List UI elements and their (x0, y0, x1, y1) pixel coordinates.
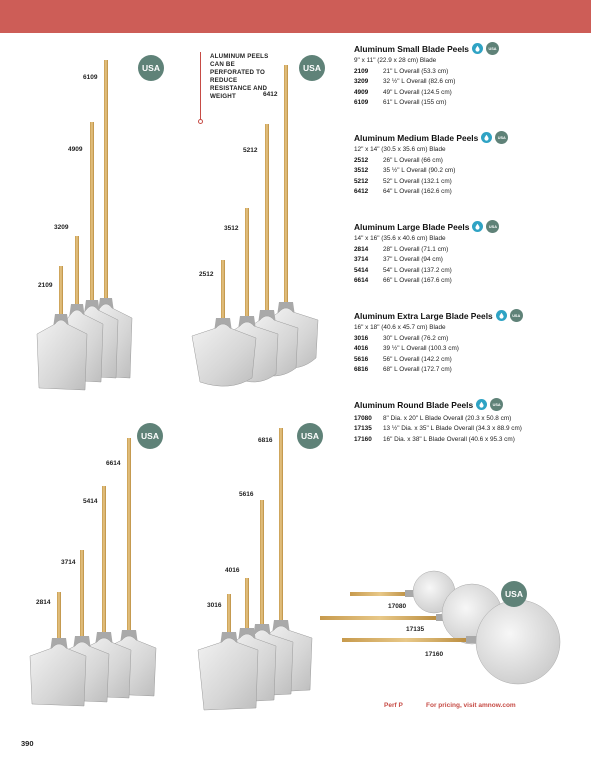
sku-label: 6614 (106, 460, 121, 467)
spec-row: 4909 49" L Overall (124.5 cm) (354, 88, 452, 96)
water-drop-icon (472, 43, 483, 54)
callout-line (200, 52, 201, 120)
round-blade (476, 600, 560, 684)
spec-medium-blade (354, 131, 584, 195)
peel-handle (227, 594, 231, 636)
usa-mini-icon: USA (495, 131, 508, 144)
peel-handle (80, 550, 84, 640)
sku-label: 17080 (388, 603, 407, 610)
xlarge-peels-figure (198, 428, 312, 710)
peel-handle (265, 124, 269, 312)
water-drop-icon (496, 310, 507, 321)
sku-label: 5414 (83, 498, 98, 505)
sku-label: 6816 (258, 437, 273, 444)
page-number: 390 (21, 739, 34, 748)
small-peels-figure (37, 60, 132, 390)
sku-label: 2814 (36, 599, 51, 606)
spec-row: 6412 64" L Overall (162.6 cm) (354, 188, 452, 195)
sku-label: 4016 (225, 567, 240, 574)
spec-large-blade (354, 220, 584, 284)
sku-label: 3016 (207, 602, 222, 609)
peel-handle (342, 638, 470, 642)
water-drop-icon (472, 221, 483, 232)
peel-blade (37, 320, 87, 390)
spec-title: Aluminum Extra Large Blade Peels USA (354, 309, 584, 322)
sku-label: 4909 (68, 146, 83, 153)
spec-row: 17135 13 ½" Dia. x 35" L Blade Overall (34.3 x 88.9 cm) (354, 425, 522, 432)
peel-handle (279, 428, 283, 624)
sku-label: 5212 (243, 147, 258, 154)
usa-mini-icon: USA (490, 398, 503, 411)
spec-subtitle: 14" x 16" (35.6 x 40.6 cm) Blade (354, 235, 446, 242)
spec-title: Aluminum Round Blade Peels USA (354, 398, 584, 411)
medium-peels-figure (192, 65, 318, 386)
peel-handle (260, 500, 264, 628)
spec-small-blade (354, 42, 584, 106)
usa-badge: USA (299, 55, 325, 81)
peel-handle (320, 616, 440, 620)
sku-label: 3714 (61, 559, 76, 566)
peel-handle (350, 592, 410, 596)
spec-row: 5212 52" L Overall (132.1 cm) (354, 177, 452, 185)
spec-row: 5616 56" L Overall (142.2 cm) (354, 355, 452, 363)
perforated-callout: ALUMINUM PEELS CAN BE PERFORATED TO REDUCE RESISTANCE AND WEIGHT (210, 53, 269, 101)
perf-note: Perf P (384, 702, 403, 709)
spec-row: 2814 28" L Overall (71.1 cm) (354, 245, 449, 253)
spec-title: Aluminum Small Blade Peels USA (354, 42, 584, 55)
spec-row: 2109 21" L Overall (53.3 cm) (354, 67, 449, 75)
spec-row: 17160 16" Dia. x 38" L Blade Overall (40.6 x 95.3 cm) (354, 435, 515, 443)
peel-handle (245, 208, 249, 316)
peel-handle (75, 236, 79, 306)
sku-label: 3209 (54, 224, 69, 231)
spec-row: 3016 30" L Overall (76.2 cm) (354, 334, 449, 342)
sku-label: 3512 (224, 225, 239, 232)
usa-badge: USA (297, 423, 323, 449)
peel-handle (104, 60, 108, 300)
peel-blade (198, 638, 258, 710)
spec-title: Aluminum Medium Blade Peels USA (354, 131, 584, 144)
peel-handle (90, 122, 94, 302)
spec-subtitle: 12" x 14" (30.5 x 35.6 cm) Blade (354, 146, 446, 153)
large-peels-figure (30, 438, 156, 706)
usa-mini-icon: USA (486, 220, 499, 233)
spec-row: 3209 32 ½" L Overall (82.6 cm) (354, 78, 456, 85)
usa-badge: USA (501, 581, 527, 607)
sku-label: 6109 (83, 74, 98, 81)
spec-row: 3714 37" L Overall (94 cm) (354, 256, 443, 263)
peel-blade (30, 644, 86, 706)
sku-label: 17135 (406, 626, 425, 633)
water-drop-icon (481, 132, 492, 143)
sku-label: 17160 (425, 651, 444, 658)
spec-row: 4016 39 ½" L Overall (100.3 cm) (354, 345, 459, 352)
water-drop-icon (476, 399, 487, 410)
spec-row: 3512 35 ½" L Overall (90.2 cm) (354, 167, 456, 174)
peel-handle (284, 65, 288, 305)
spec-title: Aluminum Large Blade Peels USA (354, 220, 584, 233)
spec-row: 6614 66" L Overall (167.6 cm) (354, 277, 452, 284)
sku-label: 2512 (199, 271, 214, 278)
usa-badge: USA (137, 423, 163, 449)
usa-mini-icon: USA (486, 42, 499, 55)
spec-row: 6109 61" L Overall (155 cm) (354, 99, 447, 106)
peel-handle (245, 578, 249, 632)
sku-label: 6412 (263, 91, 278, 98)
pricing-link[interactable]: For pricing, visit amnow.com (426, 702, 516, 709)
peel-handle (221, 260, 225, 320)
spec-xlarge-blade (354, 309, 584, 373)
spec-row: 17080 8" Dia. x 20" L Blade Overall (20.3 x 50.8 cm) (354, 414, 512, 422)
peel-handle (57, 592, 61, 642)
spec-row: 5414 54" L Overall (137.2 cm) (354, 266, 452, 274)
peel-handle (59, 266, 63, 318)
spec-subtitle: 9" x 11" (22.9 x 28 cm) Blade (354, 57, 437, 64)
sku-label: 5616 (239, 491, 254, 498)
peel-handle (102, 486, 106, 636)
peel-handle (127, 438, 131, 634)
spec-subtitle: 16" x 18" (40.6 x 45.7 cm) Blade (354, 324, 446, 331)
sku-label: 2109 (38, 282, 53, 289)
callout-dot (198, 119, 203, 124)
usa-badge: USA (138, 55, 164, 81)
spec-row: 6816 68" L Overall (172.7 cm) (354, 366, 452, 373)
spec-row: 2512 26" L Overall (66 cm) (354, 156, 443, 164)
usa-mini-icon: USA (510, 309, 523, 322)
spec-round-blade (354, 398, 584, 443)
